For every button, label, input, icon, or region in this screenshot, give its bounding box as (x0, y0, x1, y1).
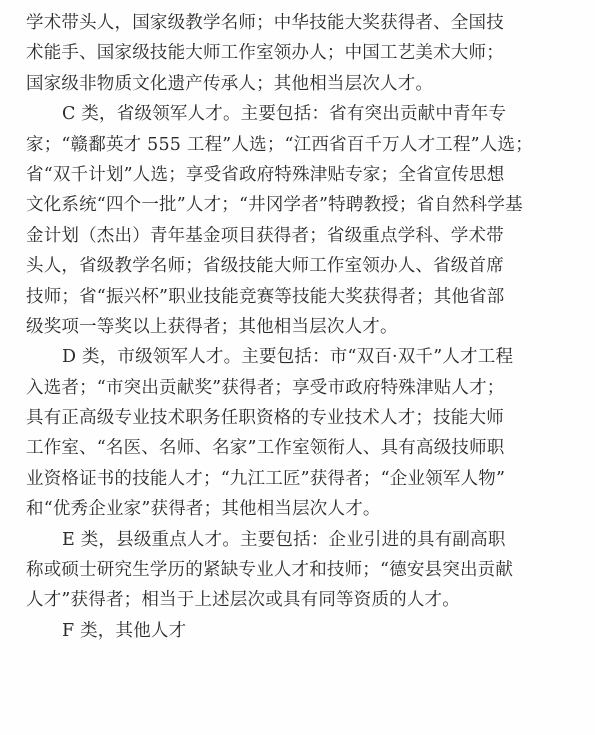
text-line: 术能手、国家级技能大师工作室领办人；中国工艺美术大师； (26, 43, 504, 64)
category-f-heading-line: F 类，其他人才 (62, 620, 187, 641)
text-line: 级奖项一等奖以上获得者；其他相当层次人才。 (26, 316, 398, 337)
category-d-heading-line: D 类，市级领军人才。主要包括：市“双百·双千”人才工程 (62, 347, 514, 368)
text-line: 家；“赣鄱英才 555 工程”人选；“江西省百千万人才工程”人选； (26, 134, 533, 155)
text-line: 和“优秀企业家”获得者；其他相当层次人才。 (26, 499, 381, 520)
text-line: 金计划（杰出）青年基金项目获得者；省级重点学科、学术带 (26, 225, 504, 246)
text-line: 学术带头人，国家级教学名师；中华技能大奖获得者、全国技 (26, 13, 504, 33)
text-line: 业资格证书的技能人才；“九江工匠”获得者；“企业领军人物” (26, 468, 506, 489)
text-line: 具有正高级专业技术职务任职资格的专业技术人才；技能大师 (26, 408, 504, 429)
text-line: 文化系统“四个一批”人才；“井冈学者”特聘教授；省自然科学基 (26, 195, 523, 216)
text-line: 入选者；“市突出贡献奖”获得者；享受市政府特殊津贴人才； (26, 377, 505, 398)
text-line: 省“双千计划”人选；享受省政府特殊津贴专家；全省宣传思想 (26, 164, 505, 185)
text-line: 工作室、“名医、名师、名家”工作室领衔人、具有高级技师职 (26, 438, 505, 459)
text-line: 人才”获得者；相当于上述层次或具有同等资质的人才。 (26, 590, 460, 611)
text-line: 头人，省级教学名师；省级技能大师工作室领办人、省级首席 (26, 256, 504, 277)
category-c-heading-line: C 类，省级领军人才。主要包括：省有突出贡献中青年专 (62, 104, 507, 125)
document-text-block (26, 8, 577, 646)
text-line: 称或硕士研究生学历的紧缺专业人才和技师；“德安县突出贡献 (26, 560, 514, 581)
category-e-heading-line: E 类，县级重点人才。主要包括：企业引进的具有副高职 (62, 529, 506, 550)
text-line: 技师；省“振兴杯”职业技能竞赛等技能大奖获得者；其他省部 (26, 286, 505, 307)
text-line: 国家级非物质文化遗产传承人；其他相当层次人才。 (26, 73, 434, 94)
